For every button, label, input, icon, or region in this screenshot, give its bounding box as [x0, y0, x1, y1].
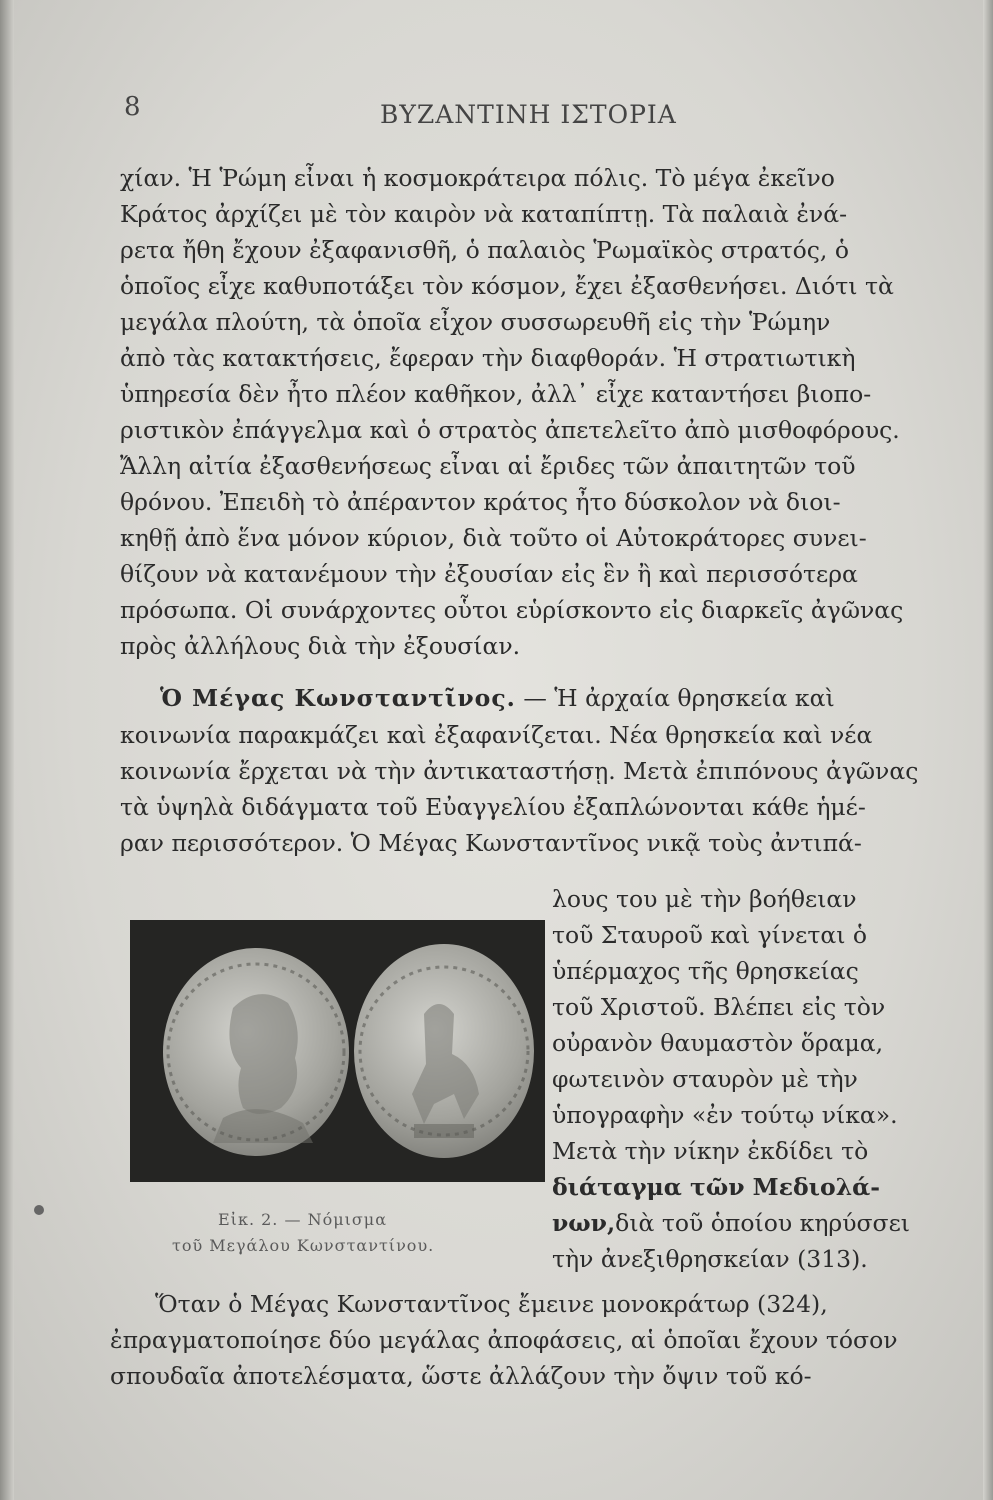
text-line: Ὅταν ὁ Μέγας Κωνσταντῖνος ἔμεινε μονοκράτωρ (324), [155, 1290, 828, 1318]
text-line-edict [552, 1172, 880, 1202]
section-heading-line [160, 683, 835, 713]
edict-rest: διὰ τοῦ ὁποίου κηρύσσει [615, 1209, 910, 1237]
text-line: τοῦ Χριστοῦ. Βλέπει εἰς τὸν [552, 993, 886, 1021]
ink-spot [34, 1205, 44, 1215]
coin-obverse-image [163, 948, 349, 1156]
text-line: θίζουν νὰ κατανέμουν τὴν ἐξουσίαν εἰς ἓν ἢ καὶ περισσότερα [120, 560, 858, 588]
page-number: 8 [124, 92, 141, 122]
running-title: ΒΥΖΑΝΤΙΝΗ ΙΣΤΟΡΙΑ [380, 100, 677, 129]
page-left-edge [0, 0, 14, 1500]
text-line: σπουδαῖα ἀποτελέσματα, ὥστε ἀλλάζουν τὴν ὄψιν τοῦ κό- [110, 1362, 812, 1390]
text-line: φωτεινὸν σταυρὸν μὲ τὴν [552, 1065, 858, 1093]
text-line: κοινωνία ἔρχεται νὰ τὴν ἀντικαταστήσῃ. Μετὰ ἐπιπόνους ἀγῶνας [120, 757, 919, 785]
text-line-edict-cont [552, 1208, 910, 1238]
page-right-edge [983, 0, 993, 1500]
text-line: τὰ ὑψηλὰ διδάγματα τοῦ Εὐαγγελίου ἐξαπλώνονται κάθε ἡμέ- [120, 793, 866, 821]
figure-caption-line2: τοῦ Μεγάλου Κωνσταντίνου. [172, 1236, 435, 1255]
edict-title-cont: νων, [552, 1209, 616, 1237]
text-line: τοῦ Σταυροῦ καὶ γίνεται ὁ [552, 921, 868, 949]
text-line: ὑπέρμαχος τῆς θρησκείας [552, 957, 859, 985]
text-line: ὑπογραφὴν «ἐν τούτῳ νίκα». [552, 1101, 898, 1129]
text-line: κηθῇ ἀπὸ ἕνα μόνον κύριον, διὰ τοῦτο οἱ Αὐτοκράτορες συνει- [120, 524, 867, 552]
text-line: ρετα ἤθη ἔχουν ἐξαφανισθῆ, ὁ παλαιὸς Ῥωμαϊκὸς στρατός, ὁ [120, 236, 849, 264]
text-line: πρόσωπα. Οἱ συνάρχοντες οὗτοι εὑρίσκοντο εἰς διαρκεῖς ἀγῶνας [120, 596, 904, 624]
text-line: Ἄλλη αἰτία ἐξασθενήσεως εἶναι αἱ ἔριδες τῶν ἀπαιτητῶν τοῦ [120, 452, 856, 480]
edict-title: διάταγμα τῶν Μεδιολά- [552, 1173, 881, 1201]
text-line: λους του μὲ τὴν βοήθειαν [552, 885, 857, 913]
section-heading: Ὁ Μέγας Κωνσταντῖνος. [160, 684, 516, 712]
coin-photograph [130, 920, 545, 1182]
section-heading-continuation: — Ἡ ἀρχαία θρησκεία καὶ [523, 684, 835, 712]
text-line: ὑπηρεσία δὲν ἦτο πλέον καθῆκον, ἀλλ᾽ εἶχε καταντήσει βιοπο- [120, 380, 872, 408]
text-line: χίαν. Ἡ Ῥώμη εἶναι ἡ κοσμοκράτειρα πόλις. Τὸ μέγα ἐκεῖνο [120, 164, 835, 192]
coin-reverse-image [354, 944, 534, 1158]
text-line: Κράτος ἀρχίζει μὲ τὸν καιρὸν νὰ καταπίπτῃ. Τὰ παλαιὰ ἐνά- [120, 200, 848, 228]
text-line: θρόνου. Ἐπειδὴ τὸ ἀπέραντον κράτος ἦτο δύσκολον νὰ διοι- [120, 488, 841, 516]
text-line: ὁποῖος εἶχε καθυποτάξει τὸν κόσμον, ἔχει ἐξασθενήσει. Διότι τὰ [120, 272, 894, 300]
text-line: τὴν ἀνεξιθρησκείαν (313). [552, 1245, 868, 1273]
text-line: ραν περισσότερον. Ὁ Μέγας Κωνσταντῖνος νικᾷ τοὺς ἀντιπά- [120, 829, 862, 857]
figure-caption-line1: Εἰκ. 2. — Νόμισμα [218, 1210, 387, 1229]
text-line: ἀπὸ τὰς κατακτήσεις, ἔφεραν τὴν διαφθοράν. Ἡ στρατιωτικὴ [120, 344, 856, 372]
text-line: οὐρανὸν θαυμαστὸν ὅραμα, [552, 1029, 884, 1057]
text-line: κοινωνία παρακμάζει καὶ ἐξαφανίζεται. Νέα θρησκεία καὶ νέα [120, 721, 873, 749]
text-line: Μετὰ τὴν νίκην ἐκδίδει τὸ [552, 1137, 869, 1165]
text-line: ἐπραγματοποίησε δύο μεγάλας ἀποφάσεις, αἱ ὁποῖαι ἔχουν τόσον [110, 1326, 898, 1354]
text-line: πρὸς ἀλλήλους διὰ τὴν ἐξουσίαν. [120, 632, 521, 660]
text-line: μεγάλα πλούτη, τὰ ὁποῖα εἶχον συσσωρευθῆ εἰς τὴν Ῥώμην [120, 308, 831, 336]
text-line: ριστικὸν ἐπάγγελμα καὶ ὁ στρατὸς ἀπετελεῖτο ἀπὸ μισθοφόρους. [120, 416, 900, 444]
